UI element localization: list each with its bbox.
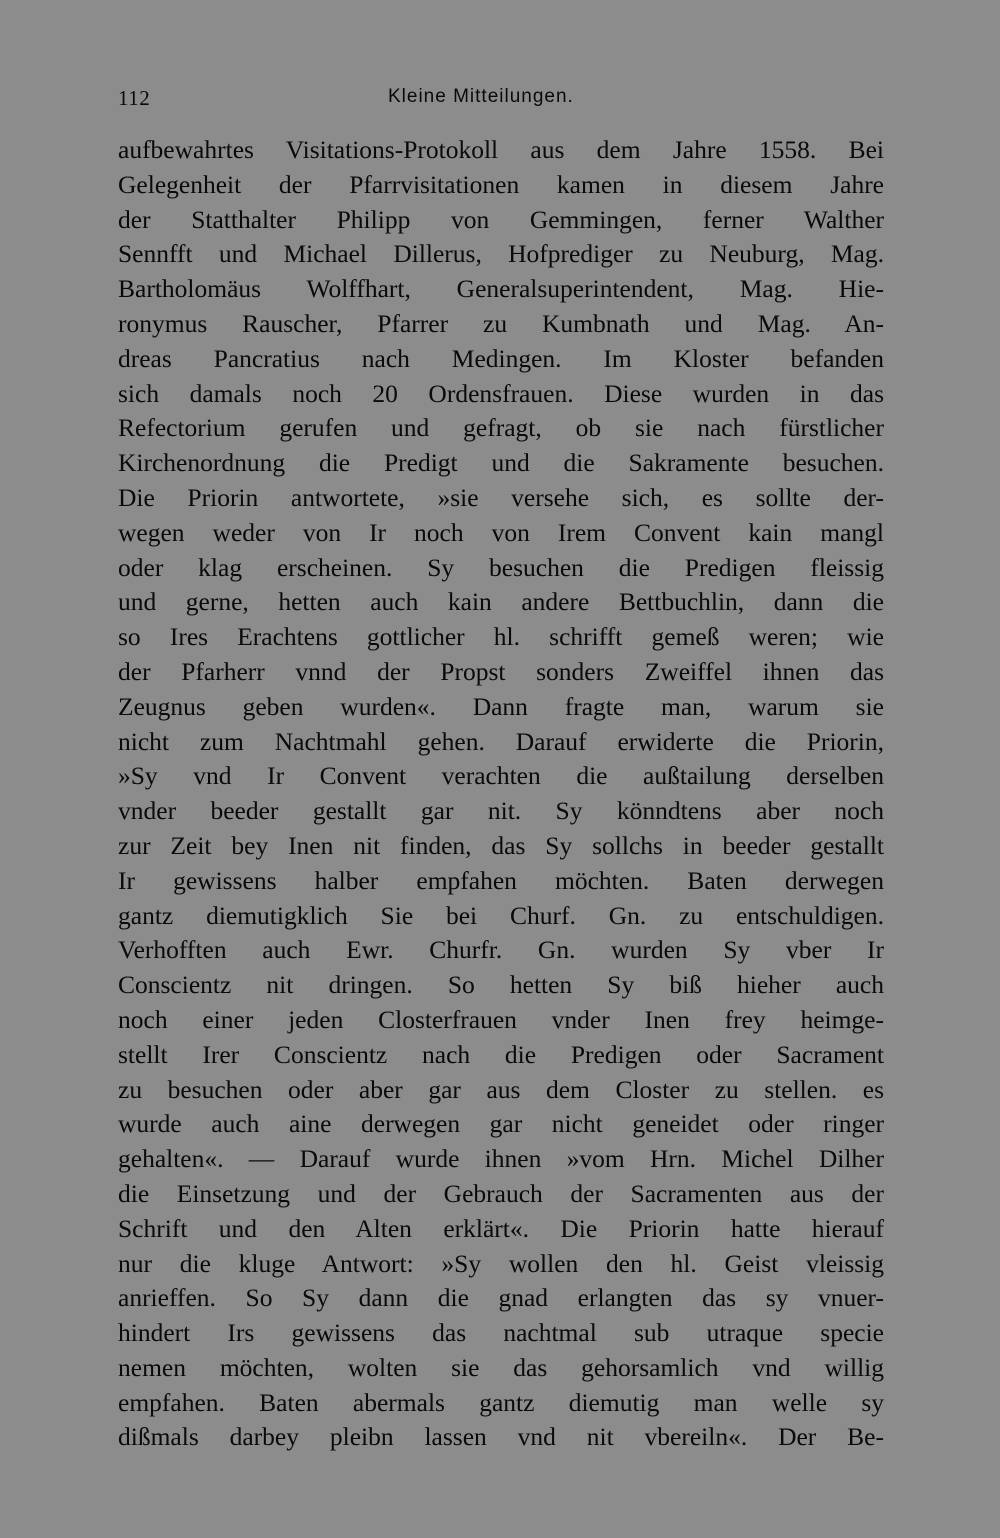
text-line: dreas Pancratius nach Medingen. Im Kloster befanden: [118, 343, 884, 373]
text-line: oder klag erscheinen. Sy besuchen die Predigen fleissig: [118, 552, 884, 582]
text-line: wurde auch aine derwegen gar nicht geneidet oder ringer: [118, 1109, 884, 1139]
text-line: wegen weder von Ir noch von Irem Convent kain mangl: [118, 517, 884, 547]
text-line: anrieffen. So Sy dann die gnad erlangten das sy vnuer-: [118, 1283, 884, 1313]
text-line: sich damals noch 20 Ordensfrauen. Diese wurden in das: [118, 378, 884, 408]
running-title: Kleine Mitteilungen.: [388, 86, 574, 107]
text-line: empfahen. Baten abermals gantz diemutig man welle sy: [118, 1387, 884, 1417]
text-line: Verhofften auch Ewr. Churfr. Gn. wurden Sy vber Ir: [118, 935, 884, 965]
text-line: Sennfft und Michael Dillerus, Hofprediger zu Neuburg, Mag.: [118, 239, 884, 269]
text-line: Refectorium gerufen und gefragt, ob sie nach fürstlicher: [118, 413, 884, 443]
text-line: Kirchenordnung die Predigt und die Sakramente besuchen.: [118, 448, 884, 478]
text-line: die Einsetzung und der Gebrauch der Sacramenten aus der: [118, 1178, 884, 1208]
text-line: der Pfarherr vnnd der Propst sonders Zweiffel ihnen das: [118, 656, 884, 686]
text-line: ronymus Rauscher, Pfarrer zu Kumbnath und Mag. An-: [118, 308, 884, 338]
text-line: Ir gewissens halber empfahen möchten. Baten derwegen: [118, 865, 884, 895]
text-line: »Sy vnd Ir Convent verachten die außtailung derselben: [118, 761, 884, 791]
text-line: nicht zum Nachtmahl gehen. Darauf erwiderte die Priorin,: [118, 726, 884, 756]
text-line: Schrift und den Alten erklärt«. Die Priorin hatte hierauf: [118, 1213, 884, 1243]
text-line: nur die kluge Antwort: »Sy wollen den hl. Geist vleissig: [118, 1248, 884, 1278]
text-line: zur Zeit bey Inen nit finden, das Sy sollchs in beeder gestallt: [118, 830, 884, 860]
text-line: Die Priorin antwortete, »sie versehe sich, es sollte der-: [118, 482, 884, 512]
text-line: noch einer jeden Closterfrauen vnder Inen frey heimge-: [118, 1004, 884, 1034]
text-line: dißmals darbey pleibn lassen vnd nit vbereiln«. Der Be-: [118, 1422, 884, 1452]
body-text: [118, 133, 884, 1455]
text-line: Zeugnus geben wurden«. Dann fragte man, warum sie: [118, 691, 884, 721]
text-line: zu besuchen oder aber gar aus dem Closter zu stellen. es: [118, 1074, 884, 1104]
page-header: [118, 86, 884, 116]
text-line: hindert Irs gewissens das nachtmal sub utraque specie: [118, 1318, 884, 1348]
text-line: gantz diemutigklich Sie bei Churf. Gn. zu entschuldigen.: [118, 900, 884, 930]
text-line: und gerne, hetten auch kain andere Bettbuchlin, dann die: [118, 587, 884, 617]
page-number: 112: [118, 86, 151, 110]
text-line: vnder beeder gestallt gar nit. Sy könndtens aber noch: [118, 796, 884, 826]
text-line: stellt Irer Conscientz nach die Predigen oder Sacrament: [118, 1039, 884, 1069]
text-line: gehalten«. — Darauf wurde ihnen »vom Hrn. Michel Dilher: [118, 1144, 884, 1174]
text-line: Bartholomäus Wolffhart, Generalsuperintendent, Mag. Hie-: [118, 274, 884, 304]
text-line: der Statthalter Philipp von Gemmingen, ferner Walther: [118, 204, 884, 234]
text-line: Gelegenheit der Pfarrvisitationen kamen in diesem Jahre: [118, 169, 884, 199]
text-line: Conscientz nit dringen. So hetten Sy biß hieher auch: [118, 970, 884, 1000]
text-line: nemen möchten, wolten sie das gehorsamlich vnd willig: [118, 1352, 884, 1382]
text-line: aufbewahrtes Visitations-Protokoll aus dem Jahre 1558. Bei: [118, 135, 884, 164]
text-line: so Ires Erachtens gottlicher hl. schrifft gemeß weren; wie: [118, 622, 884, 652]
